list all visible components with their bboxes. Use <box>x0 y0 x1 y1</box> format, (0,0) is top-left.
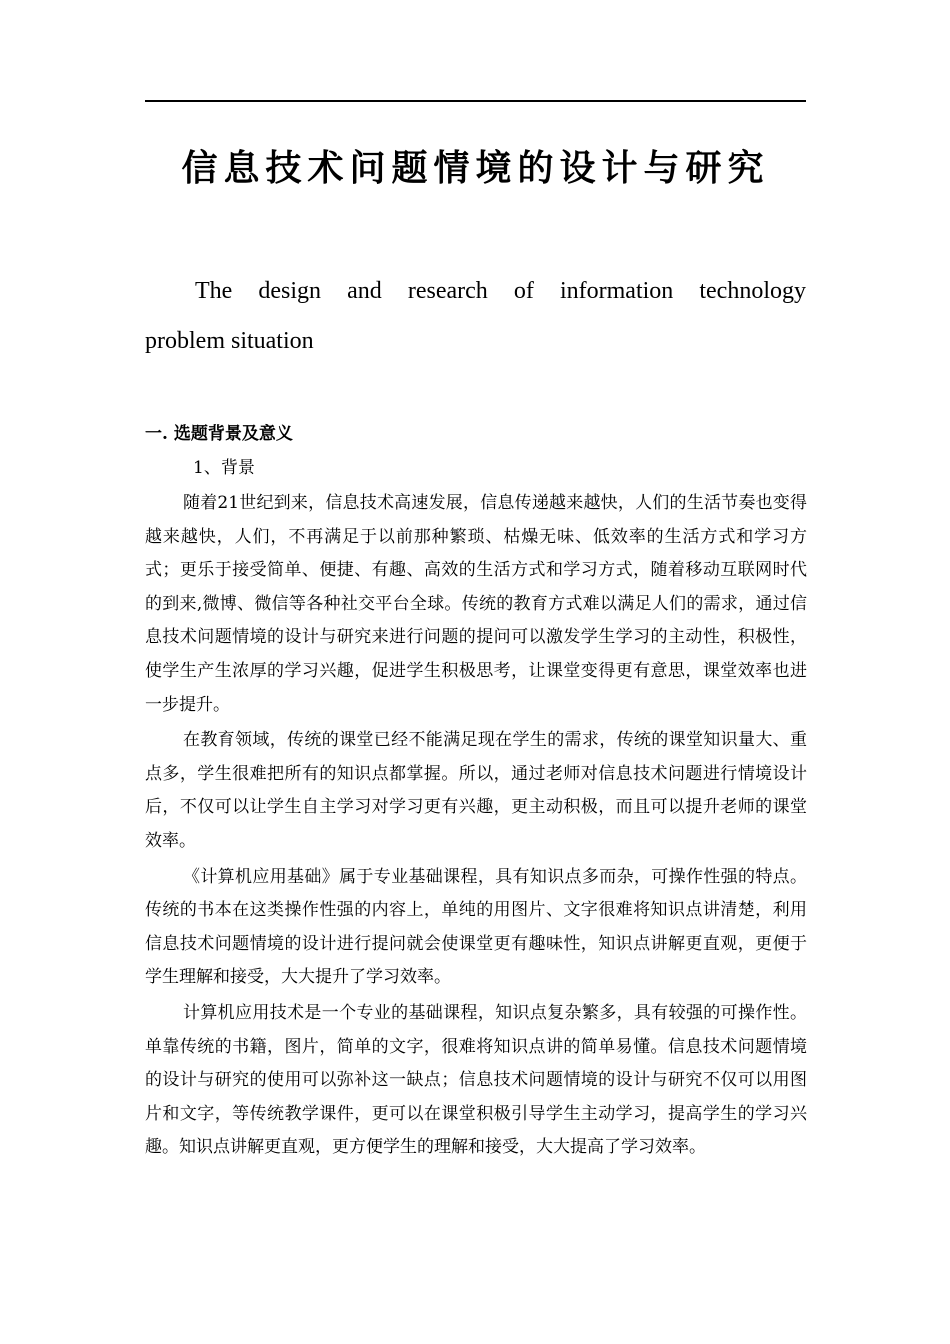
english-title-line-2: problem situation <box>145 328 314 354</box>
paragraph: 在教育领域，传统的课堂已经不能满足现在学生的需求，传统的课堂知识量大、重点多，学生很难把所有的知识点都掌握。所以，通过老师对信息技术问题进行情境设计后，不仅可以让学生自主学习对学习更有兴趣，更主动积极，而且可以提升老师的课堂效率。 <box>145 730 807 851</box>
english-title-line-1: The design and research of information technology <box>195 278 806 304</box>
english-title <box>145 266 806 366</box>
body-text <box>145 487 807 1167</box>
header-rule <box>145 100 806 102</box>
paragraph: 《计算机应用基础》属于专业基础课程，具有知识点多而杂，可操作性强的特点。传统的书本在这类操作性强的内容上，单纯的用图片、文字很难将知识点讲清楚，利用信息技术问题情境的设计进行提问就会使课堂更有趣味性，知识点讲解更直观，更便于学生理解和接受，大大提升了学习效率。 <box>145 866 807 988</box>
paragraph: 计算机应用技术是一个专业的基础课程，知识点复杂繁多，具有较强的可操作性。单靠传统的书籍，图片，简单的文字，很难将知识点讲的简单易懂。信息技术问题情境的设计与研究的使用可以弥补这一缺点；信息技术问题情境的设计与研究不仅可以用图片和文字，等传统教学课件，更可以在课堂积极引导学生主动学习，提高学生的学习兴趣。知识点讲解更直观，更方便学生的理解和接受，大大提高了学习效率。 <box>145 1002 807 1158</box>
section-heading: 一. 选题背景及意义 <box>145 424 293 444</box>
document-title: 信息技术问题情境的设计与研究 <box>181 147 770 189</box>
paragraph: 随着21世纪到来，信息技术高速发展，信息传递越来越快，人们的生活节奏也变得越来越快，人们，不再满足于以前那种繁琐、枯燥无味、低效率的生活方式和学习方式；更乐于接受简单、便捷、有趣、高效的生活方式和学习方式，随着移动互联网时代的到来,微博、微信等各种社交平台全球。传统的教育方式难以满足人们的需求，通过信息技术问题情境的设计与研究来进行问题的提问可以激发学生学习的主动性，积极性，使学生产生浓厚的学习兴趣，促进学生积极思考，让课堂变得更有意思，课堂效率也进一步提升。 <box>145 493 807 715</box>
subheading: 1、背景 <box>193 458 255 478</box>
